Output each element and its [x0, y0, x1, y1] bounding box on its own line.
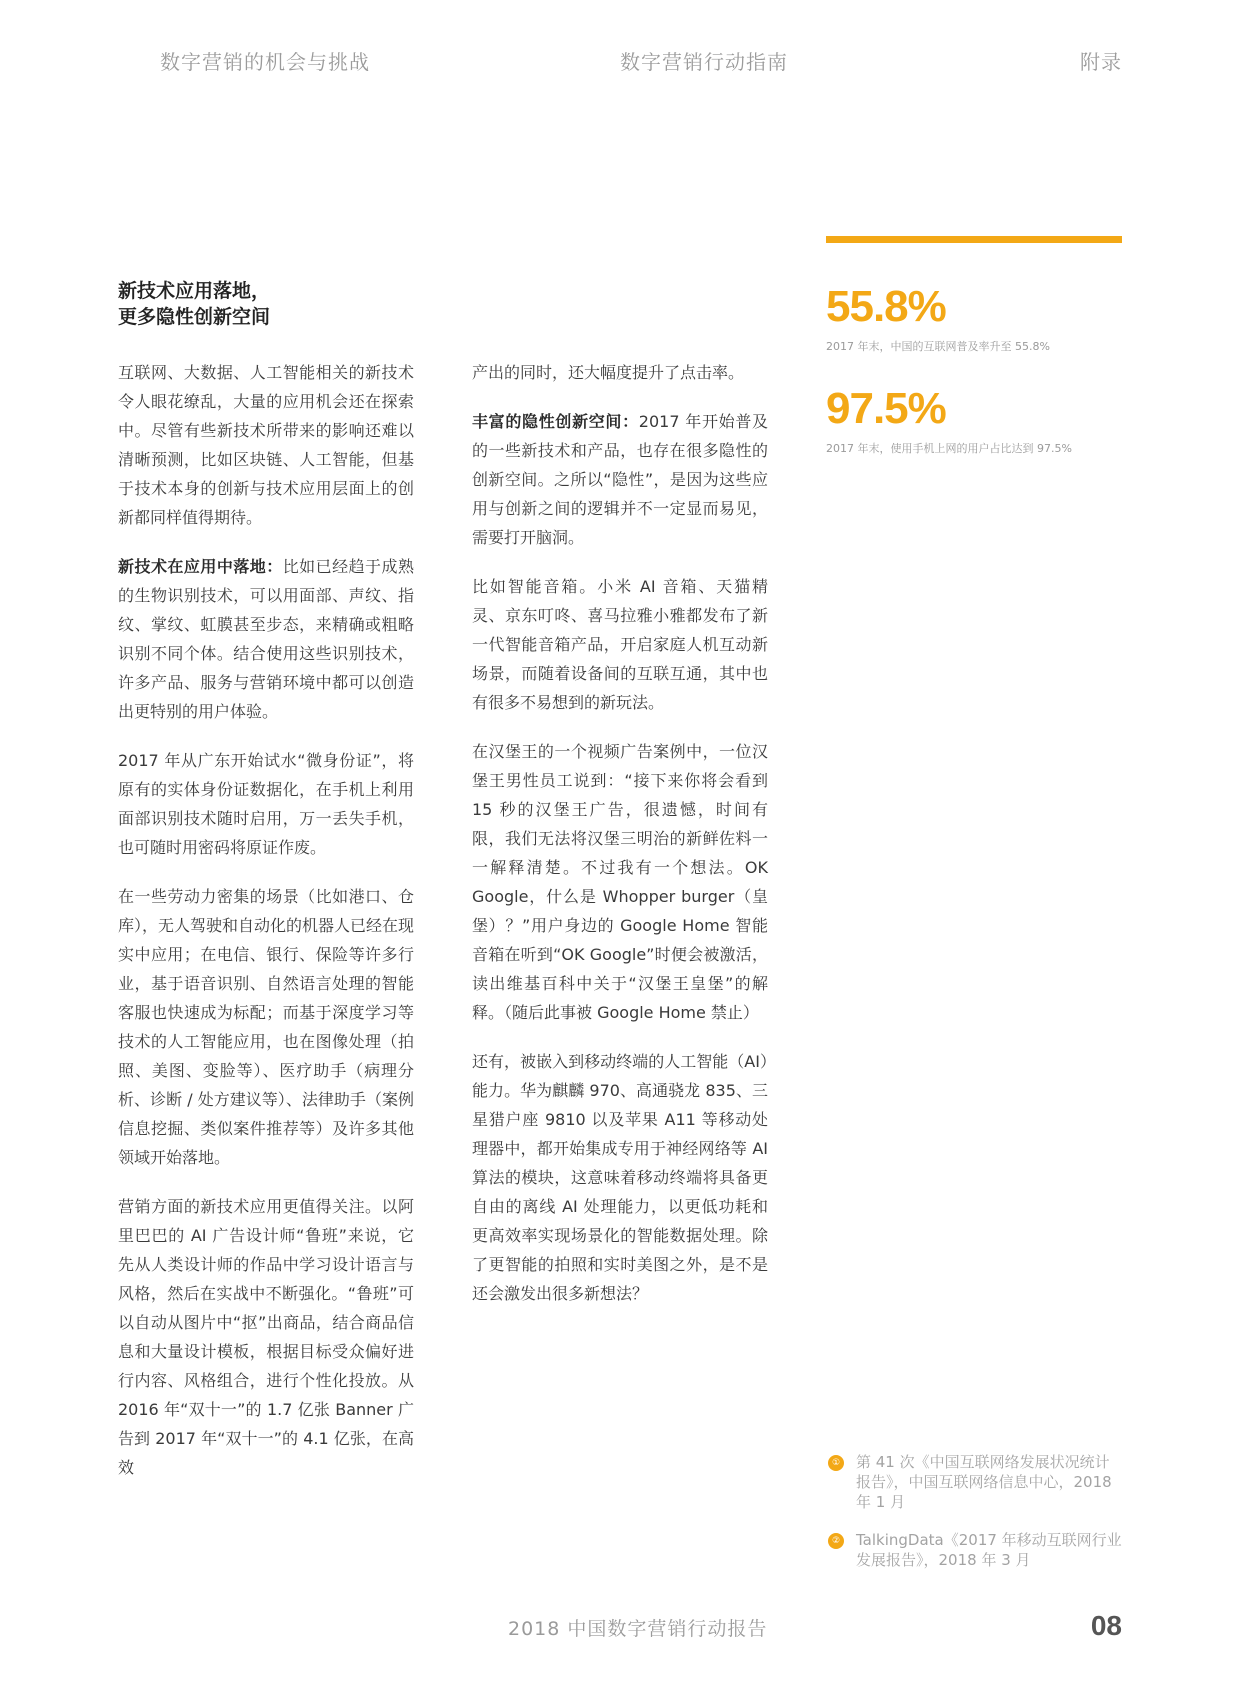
stat-internet-penetration — [826, 282, 1126, 354]
stat-mobile-users — [826, 384, 1126, 456]
paragraph: 比如智能音箱。小米 AI 音箱、天猫精灵、京东叮咚、喜马拉雅小雅都发布了新一代智能音箱产品，开启家庭人机互动新场景，而随着设备间的互联互通，其中也有很多不易想到的新玩法。 — [472, 577, 768, 712]
footnote-text: 第 41 次《中国互联网络发展状况统计报告》，中国互联网络信息中心，2018 年 1 月 — [856, 1453, 1112, 1511]
stat-value: 55.8% — [826, 282, 946, 331]
paragraph: 在一些劳动力密集的场景（比如港口、仓库），无人驾驶和自动化的机器人已经在现实中应用；在电信、银行、保险等许多行业，基于语音识别、自然语言处理的智能客服也快速成为标配；而基于深度学习等技术的人工智能应用，也在图像处理（拍照、美图、变脸等）、医疗助手（病理分析、诊断 / 处方建议等）、法律助手（案例信息挖掘、类似案件推荐等）及许多其他领域开始落地。 — [118, 887, 415, 1167]
paragraph-lead: 新技术在应用中落地： — [118, 557, 283, 576]
nav-appendix[interactable]: 附录 — [1080, 50, 1122, 74]
nav-opportunities-challenges[interactable]: 数字营销的机会与挑战 — [160, 50, 370, 74]
footer-report-title: 2018 中国数字营销行动报告 — [508, 1618, 768, 1640]
paragraph-text: 2017 年开始普及的一些新技术和产品，也存在很多隐性的创新空间。之所以“隐性”，是因为这些应用与创新之间的逻辑并不一定显而易见，需要打开脑洞。 — [472, 412, 768, 547]
paragraph — [118, 552, 414, 726]
paragraph: 在汉堡王的一个视频广告案例中，一位汉堡王男性员工说到：“接下来你将会看到 15 秒的汉堡王广告，很遗憾，时间有限，我们无法将汉堡三明治的新鲜佐料一一解释清楚。不过我有一个想法。OK Google，什么是 Whopper burger（皇堡）？”用户身边的 Google Home 智能音箱在听到“OK Google”时便会被激活，读出维基百科中关于“汉堡王皇堡”的解释。（随后此事被 Google Home 禁止） — [472, 742, 768, 1022]
accent-bar — [826, 236, 1122, 243]
paragraph-lead: 丰富的隐性创新空间： — [472, 412, 639, 431]
section-title — [118, 278, 418, 330]
footnote-2 — [828, 1530, 1124, 1570]
section-title-line-1: 新技术应用落地， — [118, 280, 271, 302]
stat-caption: 2017 年末，使用手机上网的用户占比达到 97.5% — [826, 442, 1072, 455]
nav-action-guide[interactable]: 数字营销行动指南 — [620, 50, 788, 74]
body-column-left — [118, 358, 414, 1502]
paragraph: 2017 年从广东开始试水“微身份证”，将原有的实体身份证数据化，在手机上利用面部识别技术随时启用，万一丢失手机，也可随时用密码将原证作废。 — [118, 751, 414, 857]
footnote-text: TalkingData《2017 年移动互联网行业发展报告》，2018 年 3 月 — [856, 1531, 1122, 1569]
stat-caption: 2017 年末，中国的互联网普及率升至 55.8% — [826, 340, 1050, 353]
paragraph — [472, 407, 768, 552]
page-number: 08 — [1090, 1610, 1122, 1641]
footnote-marker-icon: ② — [828, 1533, 844, 1549]
paragraph: 还有，被嵌入到移动终端的人工智能（AI）能力。华为麒麟 970、高通骁龙 835、三星猎户座 9810 以及苹果 A11 等移动处理器中，都开始集成专用于神经网络等 AI 算法的模块，这意味着移动终端将具备更自由的离线 AI 处理能力，以更低功耗和更高效率实现场景化的智能数据处理。除了更智能的拍照和实时美图之外，是不是还会激发出很多新想法？ — [472, 1052, 768, 1303]
paragraph: 产出的同时，还大幅度提升了点击率。 — [472, 363, 745, 382]
footnote-marker-icon: ① — [828, 1455, 844, 1471]
section-title-line-2: 更多隐性创新空间 — [118, 306, 271, 328]
stat-value: 97.5% — [826, 384, 946, 433]
footnote-1 — [828, 1452, 1124, 1512]
paragraph-text: 比如已经趋于成熟的生物识别技术，可以用面部、声纹、指纹、掌纹、虹膜甚至步态，来精确或粗略识别不同个体。结合使用这些识别技术，许多产品、服务与营销环境中都可以创造出更特别的用户体验。 — [118, 557, 414, 721]
paragraph: 营销方面的新技术应用更值得关注。以阿里巴巴的 AI 广告设计师“鲁班”来说，它先从人类设计师的作品中学习设计语言与风格，然后在实战中不断强化。“鲁班”可以自动从图片中“抠”出商品，结合商品信息和大量设计模板，根据目标受众偏好进行内容、风格组合，进行个性化投放。从 2016 年“双十一”的 1.7 亿张 Banner 广告到 2017 年“双十一”的 4.1 亿张，在高效 — [118, 1197, 414, 1477]
paragraph: 互联网、大数据、人工智能相关的新技术令人眼花缭乱，大量的应用机会还在探索中。尽管有些新技术所带来的影响还难以清晰预测，比如区块链、人工智能，但基于技术本身的创新与技术应用层面上的创新都同样值得期待。 — [118, 363, 414, 527]
body-column-right — [472, 358, 768, 1328]
